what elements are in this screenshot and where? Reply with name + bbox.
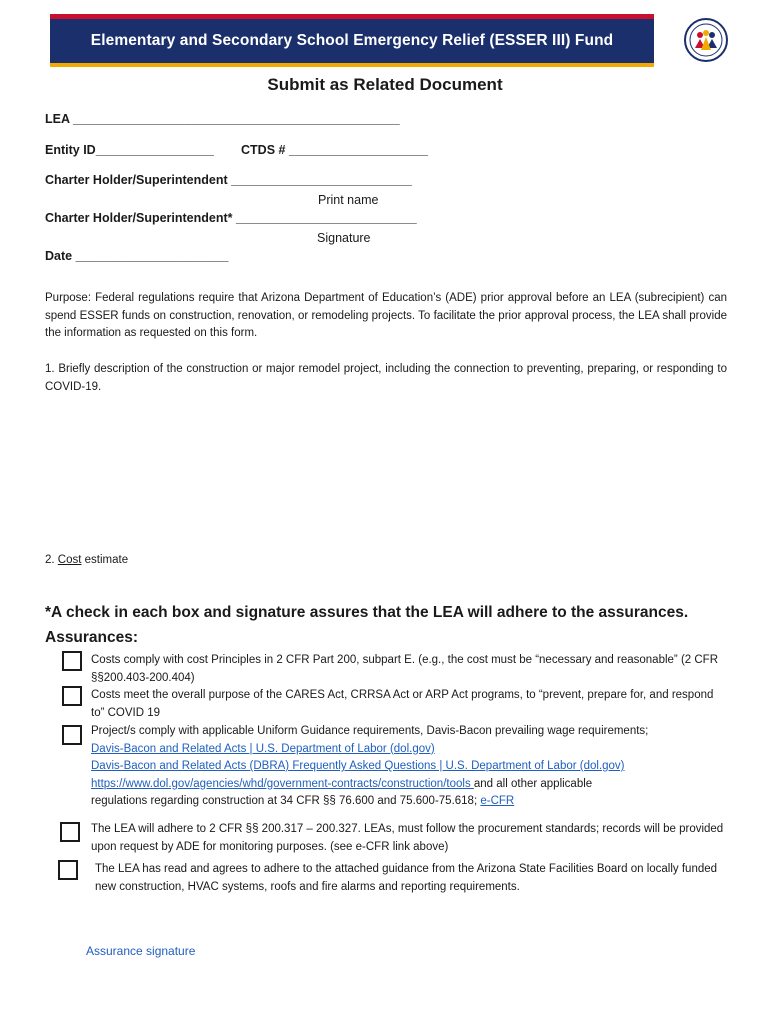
- assurance-3-regs: regulations regarding construction at 34 CFR §§ 76.600 and 75.600-75.618;: [91, 795, 481, 807]
- assurance-checkbox-3[interactable]: [62, 725, 82, 745]
- ade-seal-icon: [684, 18, 728, 62]
- header-banner: [50, 19, 654, 63]
- assurance-checkbox-1[interactable]: [62, 651, 82, 671]
- banner-title: Elementary and Secondary School Emergency Relief (ESSER III) Fund: [90, 32, 614, 49]
- assurance-2-text: Costs meet the overall purpose of the CARES Act, CRRSA Act or ARP Act programs, to “prevent, prepare for, and respond to” COVID 19: [91, 689, 714, 719]
- assurance-note: *A check in each box and signature assures that the LEA will adhere to the assurances.: [45, 604, 689, 621]
- entity-id-field[interactable]: Entity ID_________________: [45, 143, 214, 157]
- page-title: Submit as Related Document: [267, 75, 503, 94]
- date-field[interactable]: Date ______________________: [45, 249, 229, 263]
- assurance-3-intro: Project/s comply with applicable Uniform Guidance requirements, Davis-Bacon prevailing wage requirements;: [91, 725, 649, 737]
- assurance-1-text: Costs comply with cost Principles in 2 CFR Part 200, subpart E. (e.g., the cost must be “necessary and reasonable” (2 CFR §§200.403-200.404): [91, 654, 719, 684]
- charter-holder-signature-field[interactable]: Charter Holder/Superintendent* __________________________: [45, 211, 417, 225]
- assurances-heading: Assurances:: [45, 629, 139, 646]
- question-1: 1. Briefly description of the construction or major remodel project, including the connection to preventing, preparing, or responding to COVID-19.: [45, 363, 727, 393]
- dbra-faq-link[interactable]: Davis-Bacon and Related Acts (DBRA) Frequently Asked Questions | U.S. Department of Labor (dol.gov): [91, 760, 625, 772]
- question-2-number: 2.: [45, 554, 58, 566]
- dol-tools-link[interactable]: https://www.dol.gov/agencies/whd/government-contracts/construction/tools: [91, 777, 474, 790]
- ctds-field[interactable]: CTDS # ____________________: [241, 143, 428, 157]
- charter-holder-print-field[interactable]: Charter Holder/Superintendent __________________________: [45, 173, 412, 187]
- davis-bacon-link[interactable]: Davis-Bacon and Related Acts | U.S. Department of Labor (dol.gov): [91, 742, 435, 755]
- assurance-5-text: The LEA has read and agrees to adhere to the attached guidance from the Arizona State Facilities Board on locally funded new construction, HVAC systems, roofs and fire alarms and reporting requirements.: [95, 863, 718, 893]
- banner-gold-stripe: [50, 63, 654, 67]
- question-2: [45, 552, 128, 570]
- signature-caption: Signature: [317, 231, 371, 245]
- question-2-rest: estimate: [81, 554, 129, 566]
- question-2-cost: Cost: [57, 554, 82, 566]
- assurance-checkbox-2[interactable]: [62, 686, 82, 706]
- print-name-caption: Print name: [318, 193, 379, 207]
- purpose-paragraph: Purpose: Federal regulations require that Arizona Department of Education’s (ADE) prior approval before an LEA (subrecipient) can spend ESSER funds on construction, renovation, or remodeling projects. To facilitate the prior approval process, the LEA shall provide the information as requested on this form.: [45, 292, 727, 339]
- lea-field[interactable]: LEA _______________________________________________: [45, 112, 400, 126]
- assurance-3-after-link: and all other applicable: [473, 777, 593, 790]
- assurance-signature-field[interactable]: Assurance signature: [86, 944, 196, 958]
- assurance-3-text: [91, 723, 731, 811]
- assurance-checkbox-5[interactable]: [58, 860, 78, 880]
- assurance-checkbox-4[interactable]: [60, 822, 80, 842]
- ecfr-link[interactable]: e-CFR: [480, 795, 515, 807]
- assurance-4-text: The LEA will adhere to 2 CFR §§ 200.317 – 200.327. LEAs, must follow the procurement standards; records will be provided upon request by ADE for monitoring purposes. (see e-CFR link above): [91, 823, 724, 853]
